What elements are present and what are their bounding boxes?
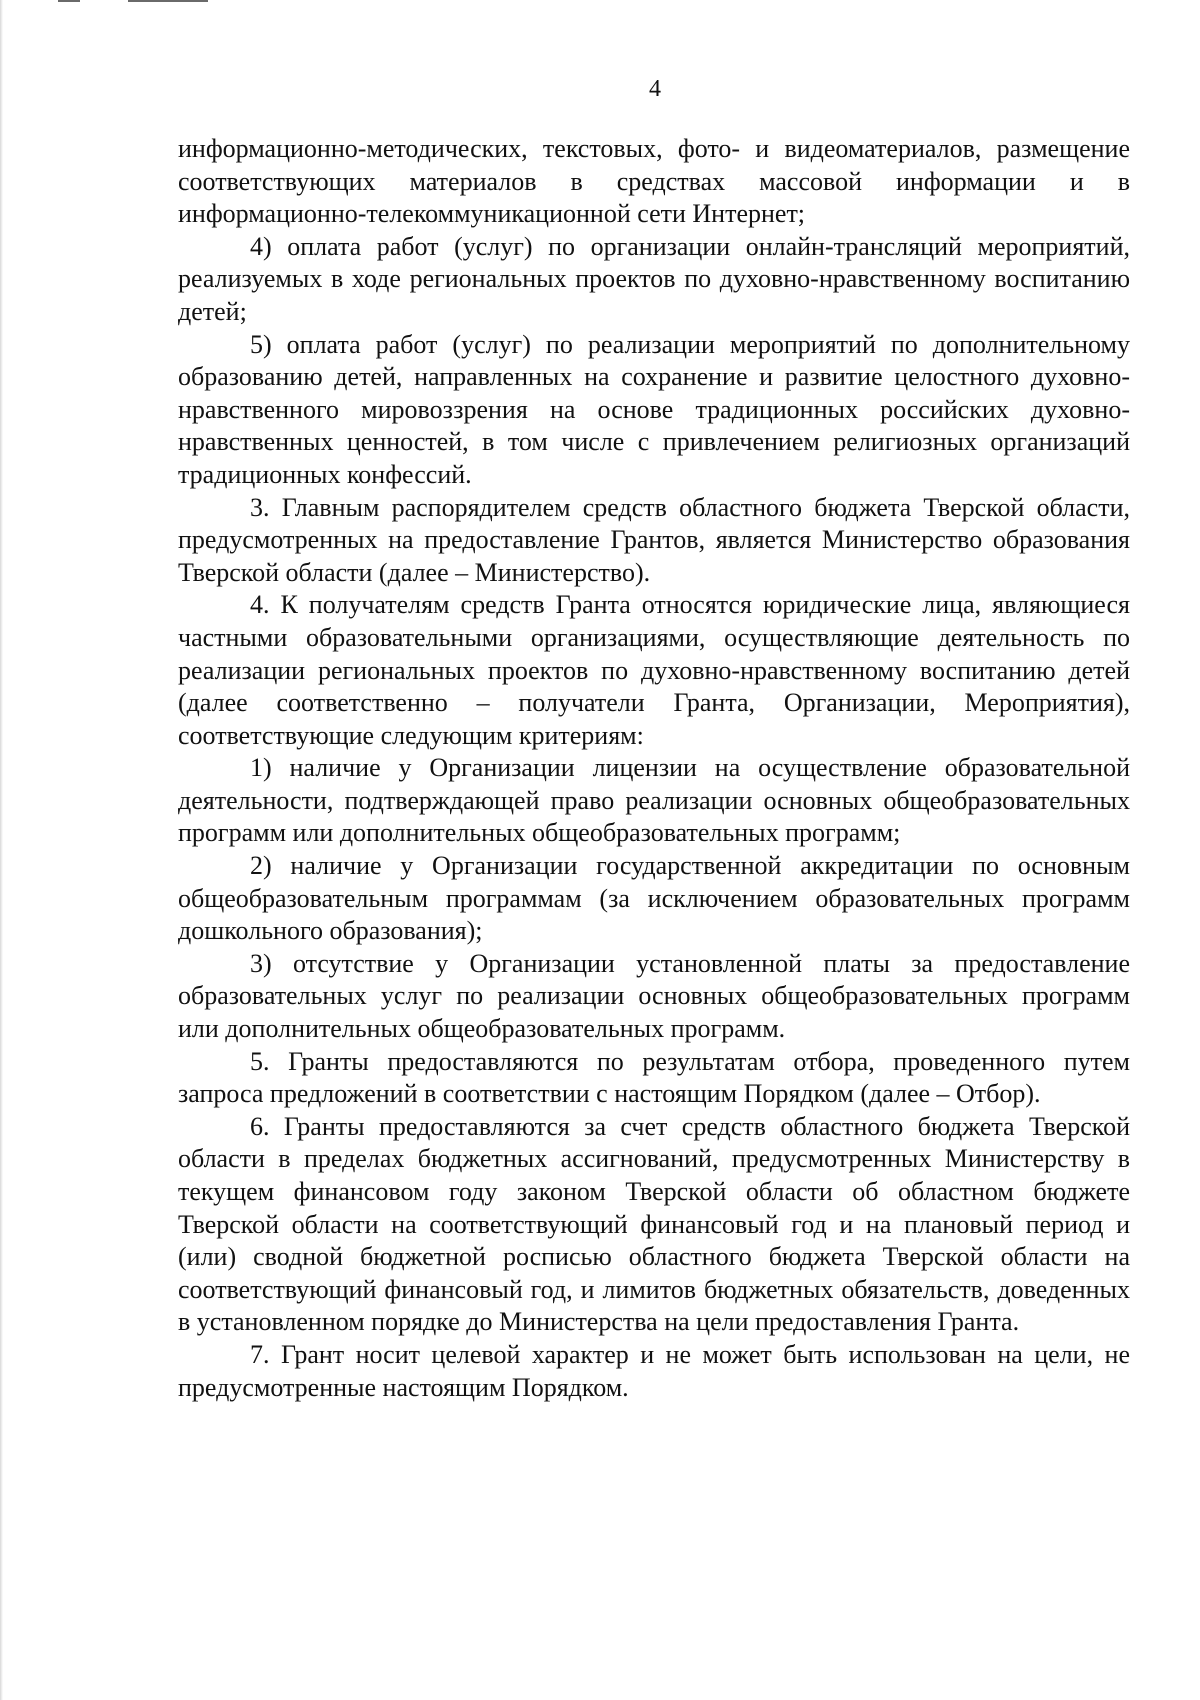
paragraph-criterion-3: 3) отсутствие у Организации установленной платы за предоставление образовательных услуг по реализации основных общеобразовательных программ или дополнительных общеобразовательных программ. [178,948,1130,1044]
scan-edge-shadow [0,0,3,1700]
paragraph-criterion-1: 1) наличие у Организации лицензии на осуществление образовательной деятельности, подтверждающей право реализации основных общеобразовательных программ или дополнительных общеобразовательных программ; [178,753,1130,848]
paragraph-item-5: 5) оплата работ (услуг) по реализации мероприятий по дополнительному образованию детей, направленных на сохранение и развитие целостного духовно-нравственного мировоззрения на основе традиционных российских духовно-нравственных ценностей, в том числе с привлечением религиозных организаций традиционных конфессий. [178,329,1130,489]
paragraph-criterion-2: 2) наличие у Организации государственной аккредитации по основным общеобразовательным программам (за исключением образовательных программ дошкольного образования); [178,851,1130,946]
paragraph-clause-6: 6. Гранты предоставляются за счет средств областного бюджета Тверской области в пределах бюджетных ассигнований, предусмотренных Министерству в текущем финансовом году законом Тверской области об областном бюджете Тверской области на соответствующий финансовый год и на плановый период и (или) сводной бюджетной росписью областного бюджета Тверской области на соответствующий финансовый год, и лимитов бюджетных обязательств, доведенных в установленном порядке до Министерства на цели предоставления Гранта. [178,1111,1130,1337]
scan-artifact-line [128,0,208,2]
paragraph-clause-5: 5. Гранты предоставляются по результатам отбора, проведенного путем запроса предложений в соответствии с настоящим Порядком (далее – Отбор). [178,1046,1130,1109]
paragraph-clause-4: 4. К получателям средств Гранта относятся юридические лица, являющиеся частными образовательными организациями, осуществляющие деятельность по реализации региональных проектов по духовно-нравственному воспитанию детей (далее соответственно – получатели Гранта, Организации, Мероприятия), соответствующие следующим критериям: [178,590,1130,750]
scan-artifact-line [58,0,80,2]
paragraph-clause-3: 3. Главным распорядителем средств областного бюджета Тверской области, предусмотренных на предоставление Грантов, является Министерство образования Тверской области (далее – Министерство). [178,492,1130,587]
document-body [178,133,1130,1404]
paragraph-item-4: 4) оплата работ (услуг) по организации онлайн-трансляций мероприятий, реализуемых в ходе региональных проектов по духовно-нравственному воспитанию детей; [178,231,1130,326]
paragraph-continuation: информационно-методических, текстовых, фото- и видеоматериалов, размещение соответствующих материалов в средствах массовой информации и в информационно-телекоммуникационной сети Интернет; [178,134,1130,229]
page-number: 4 [649,76,661,102]
paragraph-clause-7: 7. Грант носит целевой характер и не может быть использован на цели, не предусмотренные настоящим Порядком. [178,1339,1130,1402]
